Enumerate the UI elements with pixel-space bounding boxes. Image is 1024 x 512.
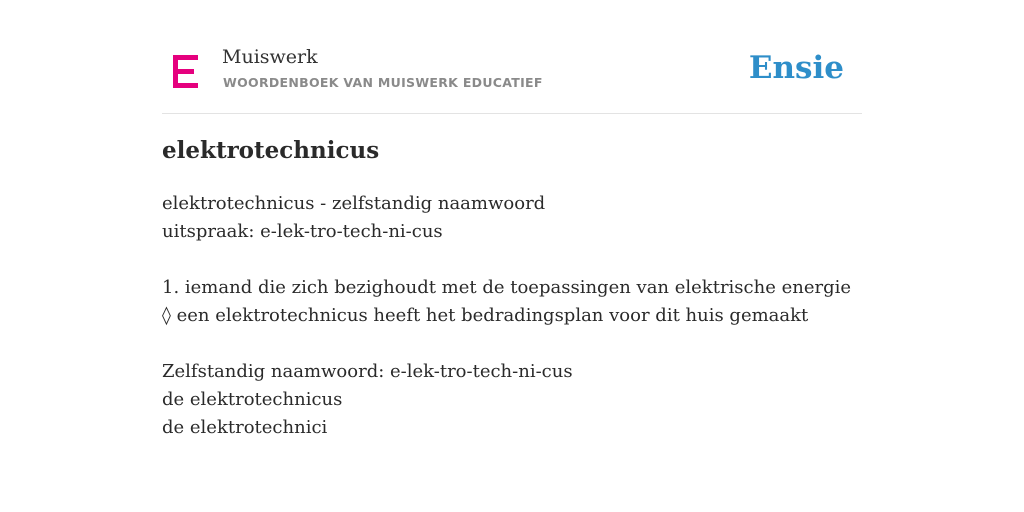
muiswerk-logo-icon[interactable] (173, 55, 200, 88)
definition-line-example: ◊ een elektrotechnicus heeft het bedradingsplan voor dit huis gemaakt (162, 305, 809, 326)
definition-line-meaning: 1. iemand die zich bezighoudt met de toepassingen van elektrische energie (162, 277, 852, 298)
definition-line-noun-syllables: Zelfstandig naamwoord: e-lek-tro-tech-ni-cus (162, 361, 573, 382)
definition-line-pronunciation: uitspraak: e-lek-tro-tech-ni-cus (162, 221, 443, 242)
header (162, 0, 862, 114)
definition-spacer (162, 330, 851, 358)
definition-body (162, 190, 851, 442)
brand-subtitle: WOORDENBOEK VAN MUISWERK EDUCATIEF (223, 75, 543, 90)
brand-title[interactable]: Muiswerk (222, 46, 318, 68)
ensie-logo[interactable]: Ensie (748, 50, 844, 86)
definition-line-plural: de elektrotechnici (162, 417, 328, 438)
page-container (162, 0, 862, 438)
entry-title: elektrotechnicus (162, 137, 380, 164)
definition-line-part-of-speech: elektrotechnicus - zelfstandig naamwoord (162, 193, 546, 214)
definition-spacer (162, 246, 851, 274)
definition-line-singular: de elektrotechnicus (162, 389, 343, 410)
